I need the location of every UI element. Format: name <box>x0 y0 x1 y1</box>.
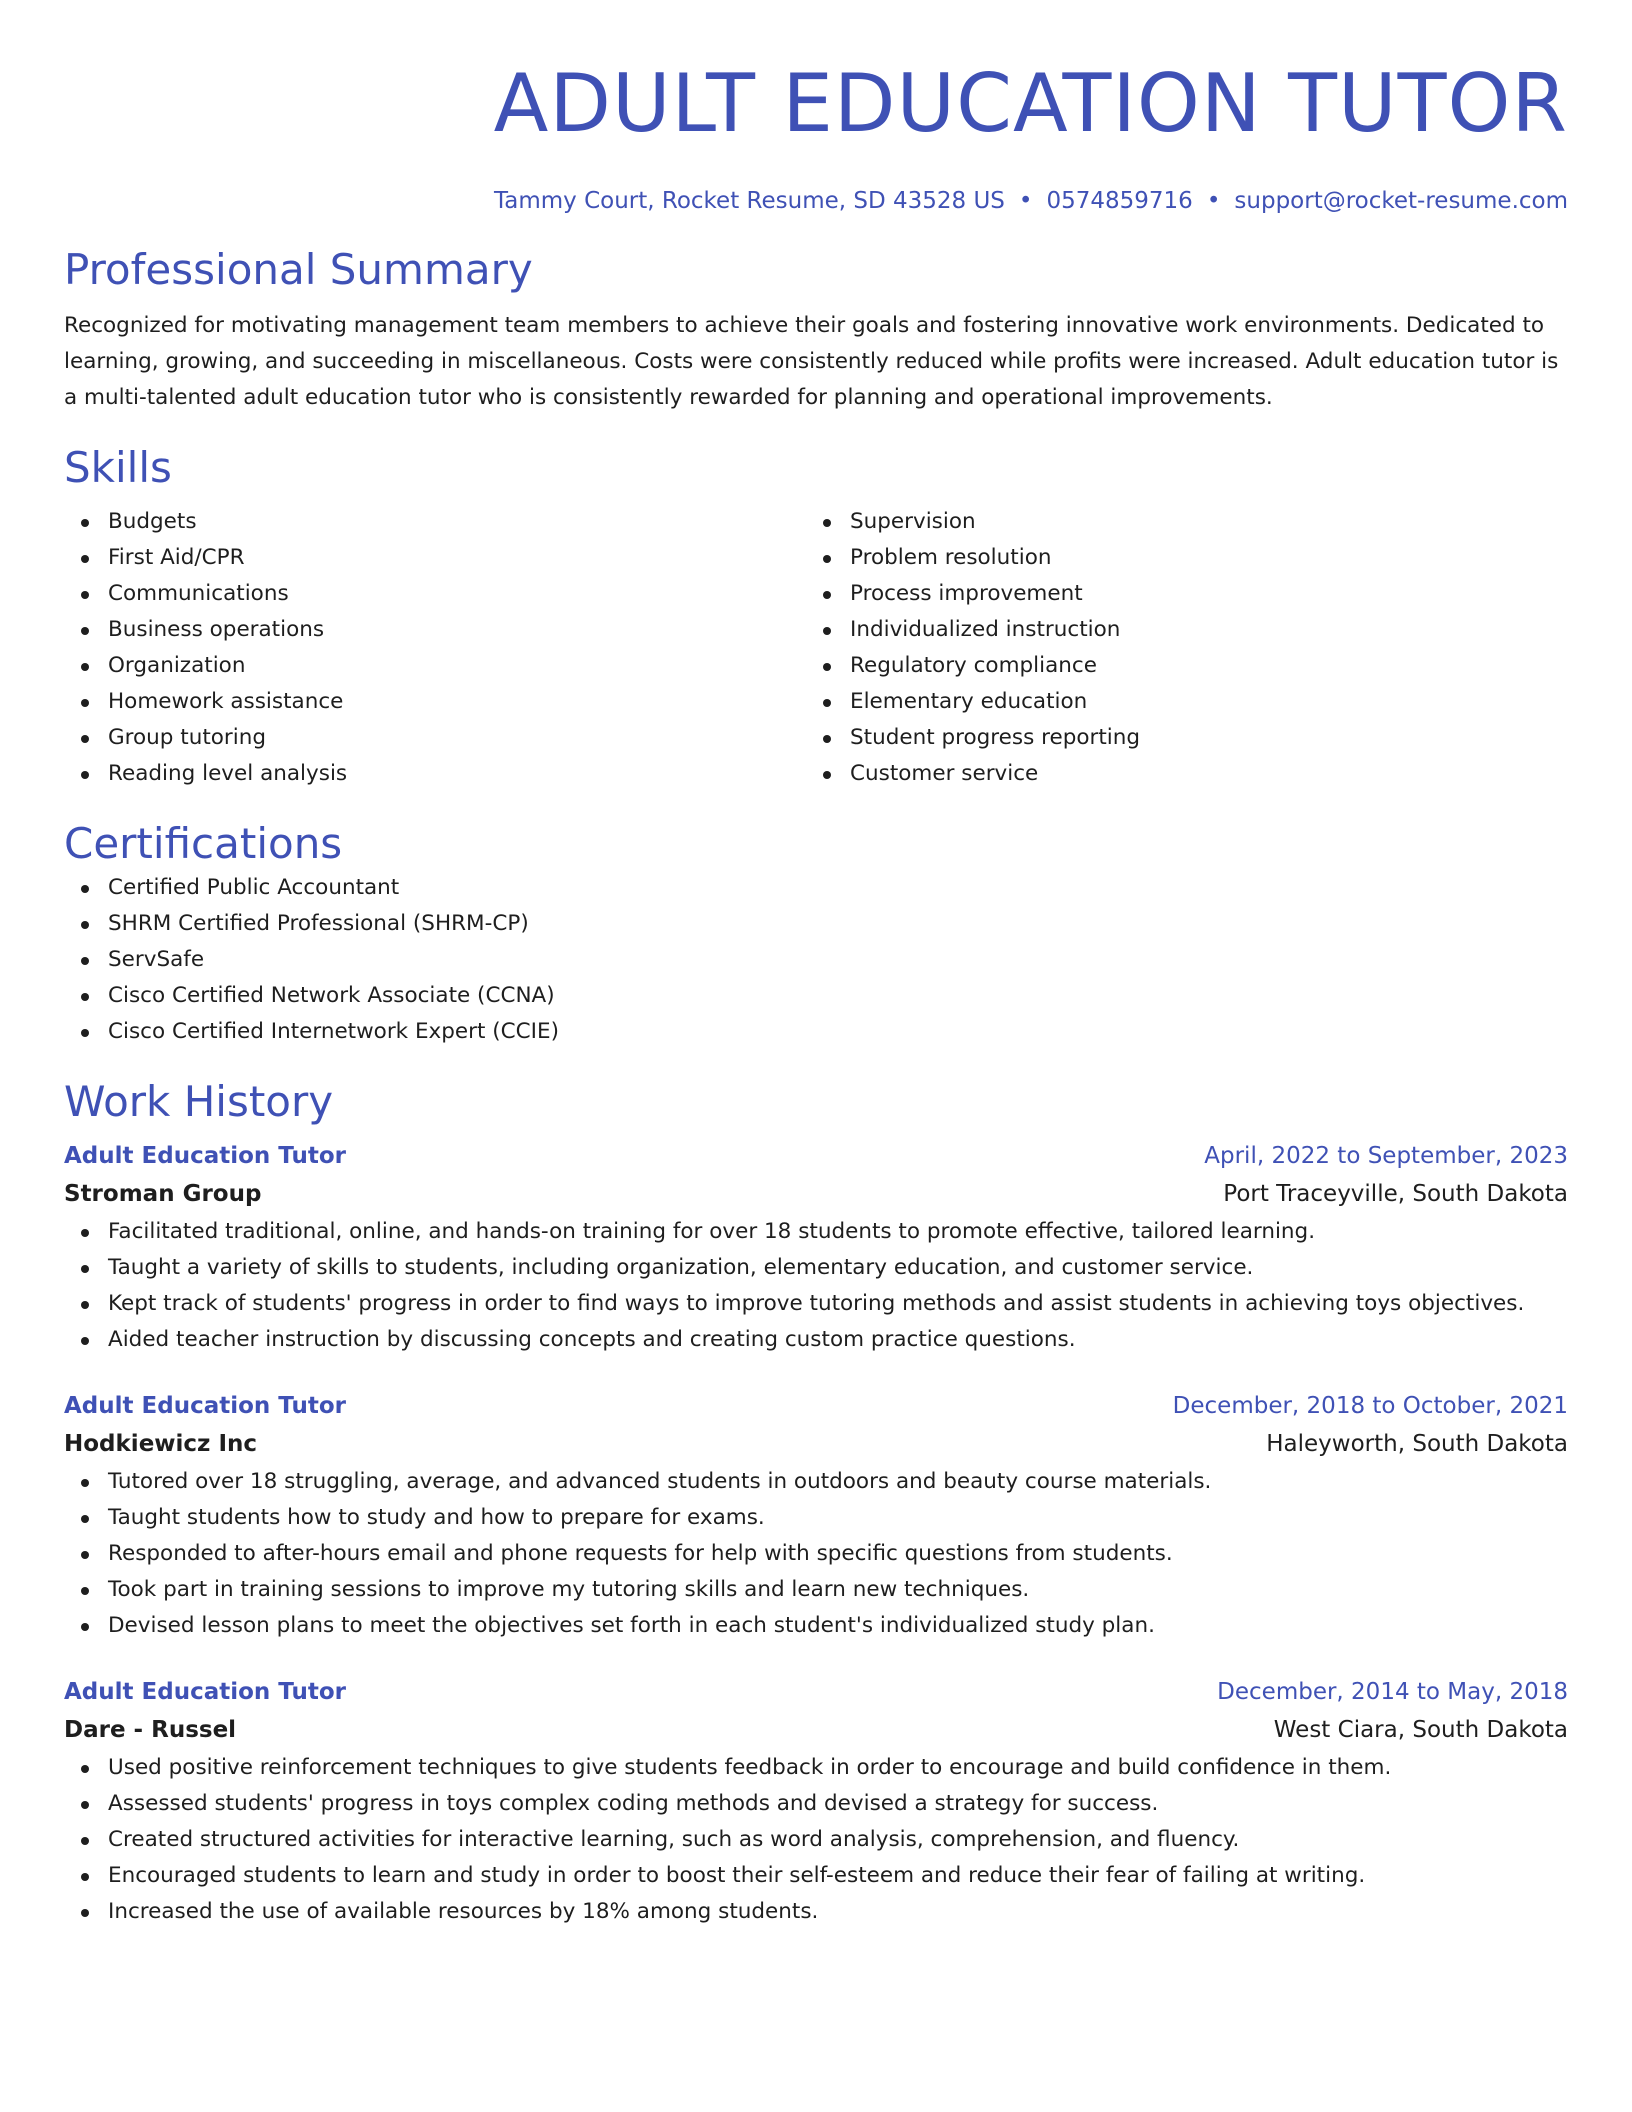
contact-address: Tammy Court, Rocket Resume, SD 43528 US <box>494 188 1005 214</box>
certification-item: Certified Public Accountant <box>64 870 1568 906</box>
skill-item: Homework assistance <box>64 684 806 720</box>
section-title-certifications: Certifications <box>64 819 343 868</box>
job-duty-item: Responded to after-hours email and phone requests for help with specific questions from students. <box>64 1536 1568 1572</box>
work-history-section <box>64 1076 1568 1930</box>
certification-item: Cisco Certified Network Associate (CCNA) <box>64 978 1568 1014</box>
certifications-list <box>64 870 1568 1050</box>
skills-list-left <box>64 504 806 792</box>
job-dates: April, 2022 to September, 2023 <box>1204 1143 1568 1169</box>
job-header <box>64 1674 1568 1710</box>
skill-item: Supervision <box>806 504 1548 540</box>
contact-separator: • <box>1206 188 1221 214</box>
skill-item: First Aid/CPR <box>64 540 806 576</box>
skill-item: Student progress reporting <box>806 720 1548 756</box>
skills-section <box>64 442 1568 792</box>
job-duty-item: Devised lesson plans to meet the objectives set forth in each student's individualized study plan. <box>64 1608 1568 1644</box>
contact-separator: • <box>1018 188 1033 214</box>
skill-item: Business operations <box>64 612 806 648</box>
job-duty-item: Taught students how to study and how to prepare for exams. <box>64 1500 1568 1536</box>
job-duty-item: Aided teacher instruction by discussing concepts and creating custom practice questions. <box>64 1322 1568 1358</box>
job-company: Dare - Russel <box>64 1717 237 1743</box>
skill-item: Communications <box>64 576 806 612</box>
certification-item: SHRM Certified Professional (SHRM-CP) <box>64 906 1568 942</box>
job-company: Hodkiewicz Inc <box>64 1431 258 1457</box>
skill-item: Process improvement <box>806 576 1548 612</box>
job-location: Haleyworth, South Dakota <box>1266 1431 1568 1457</box>
skill-item: Individualized instruction <box>806 612 1548 648</box>
job-entry <box>64 1388 1568 1644</box>
job-title: Adult Education Tutor <box>64 1393 346 1419</box>
skill-item: Regulatory compliance <box>806 648 1548 684</box>
skills-column-left <box>64 504 806 792</box>
job-duties-list <box>64 1750 1568 1930</box>
contact-email: support@rocket-resume.com <box>1234 188 1568 214</box>
skill-item: Group tutoring <box>64 720 806 756</box>
section-title-summary: Professional Summary <box>64 245 533 294</box>
section-title-skills: Skills <box>64 443 172 492</box>
job-dates: December, 2018 to October, 2021 <box>1172 1393 1568 1419</box>
summary-text: Recognized for motivating management team members to achieve their goals and fostering innovative work environments. Dedicated to learning, growing, and succeeding in miscellaneous. Costs were consistently reduced while profits were increased. Adult education tutor is a multi-talented adult education tutor who is consistently rewarded for planning and operational improvements. <box>64 313 1559 410</box>
job-duty-item: Assessed students' progress in toys complex coding methods and devised a strategy for success. <box>64 1786 1568 1822</box>
job-duty-item: Facilitated traditional, online, and hands-on training for over 18 students to promote effective, tailored learning. <box>64 1214 1568 1250</box>
job-location: Port Traceyville, South Dakota <box>1223 1181 1568 1207</box>
job-duty-item: Increased the use of available resources by 18% among students. <box>64 1894 1568 1930</box>
section-title-work-history: Work History <box>64 1077 334 1126</box>
professional-summary-section <box>64 244 1568 416</box>
skills-grid <box>64 504 1568 792</box>
certification-item: ServSafe <box>64 942 1568 978</box>
job-dates: December, 2014 to May, 2018 <box>1217 1679 1568 1705</box>
job-entry <box>64 1138 1568 1358</box>
job-duty-item: Took part in training sessions to improve my tutoring skills and learn new techniques. <box>64 1572 1568 1608</box>
skill-item: Elementary education <box>806 684 1548 720</box>
contact-phone: 0574859716 <box>1046 188 1193 214</box>
job-title: Adult Education Tutor <box>64 1679 346 1705</box>
job-company: Stroman Group <box>64 1181 262 1207</box>
skill-item: Customer service <box>806 756 1548 792</box>
candidate-name: ADULT EDUCATION TUTOR <box>493 57 1568 150</box>
certifications-section <box>64 818 1568 1050</box>
contact-line <box>64 186 1568 216</box>
resume-page <box>64 0 1568 1930</box>
certification-item: Cisco Certified Internetwork Expert (CCIE) <box>64 1014 1568 1050</box>
job-duty-item: Encouraged students to learn and study in order to boost their self-esteem and reduce their fear of failing at writing. <box>64 1858 1568 1894</box>
skill-item: Organization <box>64 648 806 684</box>
skill-item: Reading level analysis <box>64 756 806 792</box>
job-header <box>64 1138 1568 1174</box>
job-location: West Ciara, South Dakota <box>1273 1717 1568 1743</box>
skill-item: Budgets <box>64 504 806 540</box>
job-duty-item: Created structured activities for interactive learning, such as word analysis, comprehension, and fluency. <box>64 1822 1568 1858</box>
job-duties-list <box>64 1214 1568 1358</box>
job-entry <box>64 1674 1568 1930</box>
job-subheader <box>64 1710 1568 1750</box>
job-title: Adult Education Tutor <box>64 1143 346 1169</box>
job-duty-item: Kept track of students' progress in order to find ways to improve tutoring methods and assist students in achieving toys objectives. <box>64 1286 1568 1322</box>
job-subheader <box>64 1174 1568 1214</box>
job-duty-item: Tutored over 18 struggling, average, and advanced students in outdoors and beauty course materials. <box>64 1464 1568 1500</box>
job-duty-item: Used positive reinforcement techniques to give students feedback in order to encourage and build confidence in them. <box>64 1750 1568 1786</box>
job-duty-item: Taught a variety of skills to students, including organization, elementary education, and customer service. <box>64 1250 1568 1286</box>
job-duties-list <box>64 1464 1568 1644</box>
skills-column-right <box>806 504 1548 792</box>
skills-list-right <box>806 504 1548 792</box>
job-header <box>64 1388 1568 1424</box>
job-subheader <box>64 1424 1568 1464</box>
skill-item: Problem resolution <box>806 540 1548 576</box>
